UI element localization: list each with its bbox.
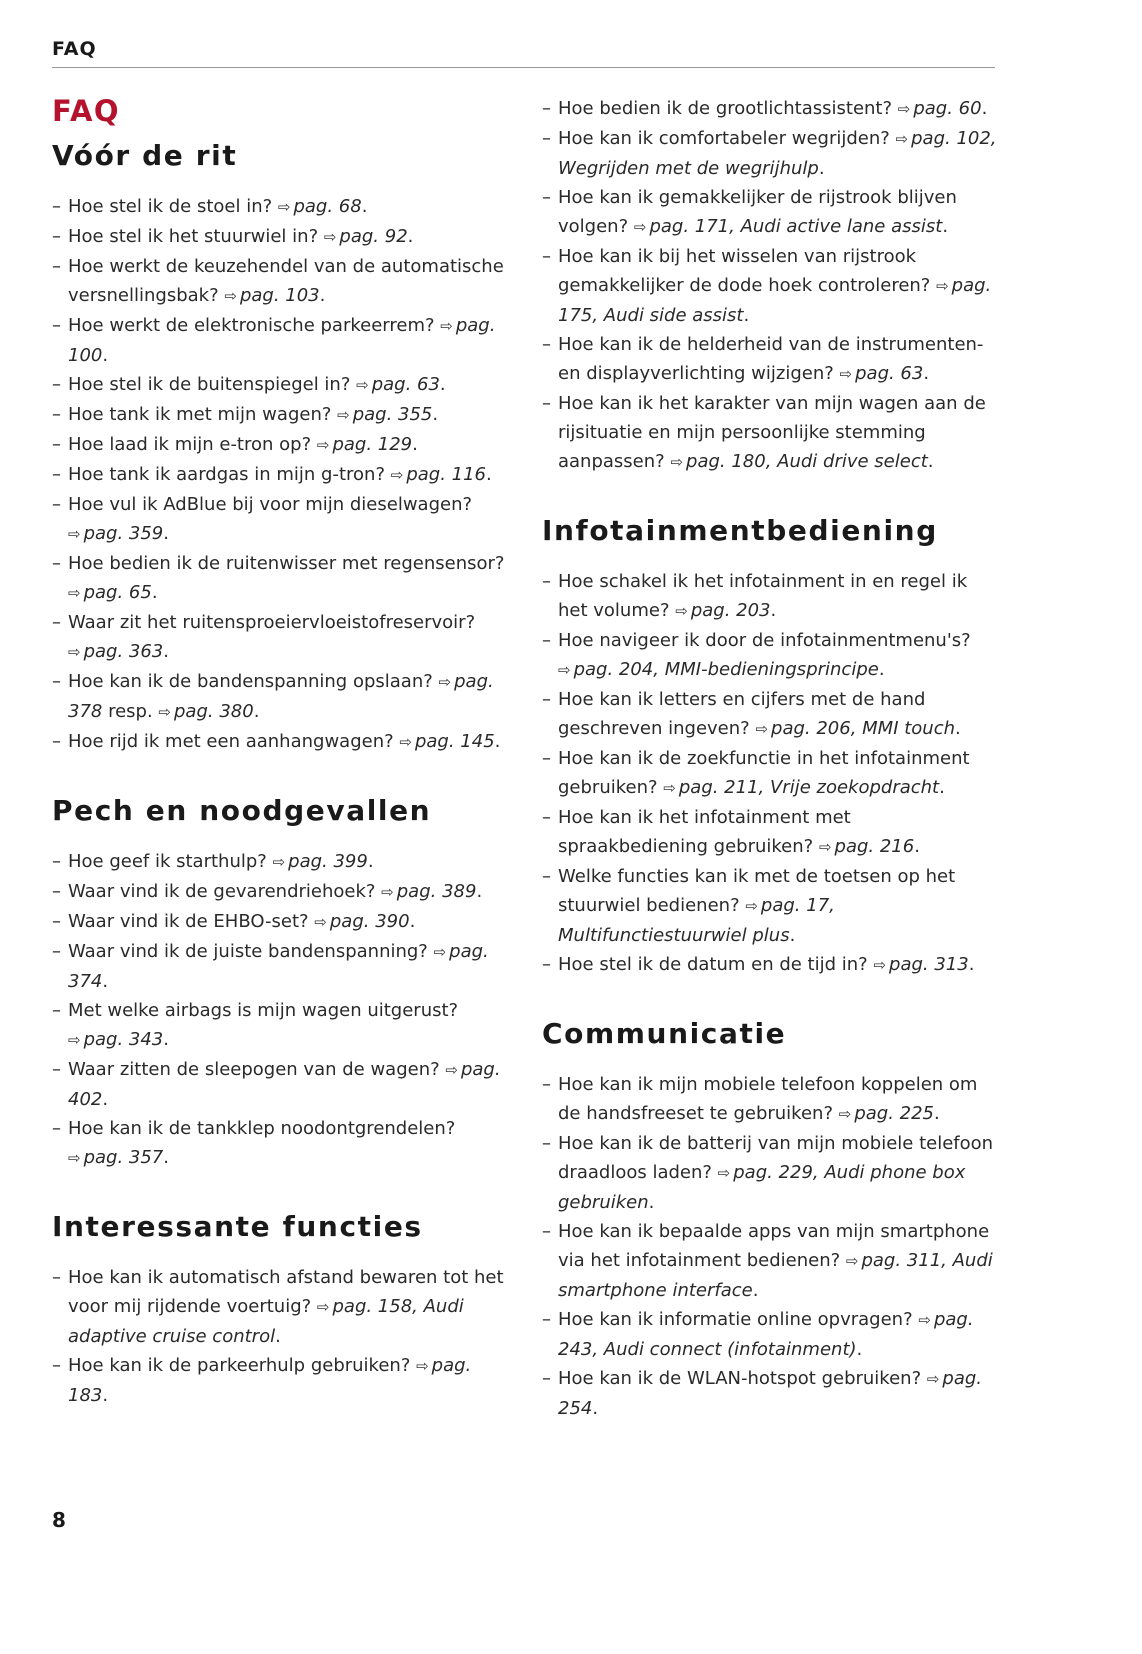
- arrow-right-icon: ⇨: [918, 1311, 931, 1329]
- question-text: .: [102, 345, 109, 366]
- arrow-right-icon: ⇨: [314, 913, 327, 931]
- section-heading: Interessante functies: [52, 1210, 423, 1243]
- faq-item: [542, 1070, 997, 1129]
- faq-item: [52, 430, 507, 460]
- arrow-right-icon: ⇨: [936, 277, 949, 295]
- question-text: Hoe kan ik comfortabeler wegrijden?: [558, 128, 896, 149]
- question-text: .: [927, 451, 934, 472]
- faq-item: [542, 1217, 997, 1305]
- question-text: Waar zit het ruitensproeiervloeistofreservoir?: [68, 612, 476, 633]
- arrow-right-icon: ⇨: [440, 317, 453, 335]
- arrow-right-icon: ⇨: [818, 838, 832, 856]
- question-text: .: [914, 836, 920, 857]
- page-reference-link[interactable]: pag. 216: [834, 836, 915, 857]
- faq-section: [52, 1207, 507, 1410]
- arrow-right-icon: ⇨: [68, 584, 81, 602]
- faq-item: [52, 667, 507, 727]
- question-text: Hoe kan ik het infotainment met spraakbediening gebruiken?: [558, 807, 851, 857]
- page-reference-link[interactable]: pag. 60: [913, 98, 982, 119]
- question-text: .: [275, 1326, 281, 1347]
- question-text: Hoe kan ik automatisch afstand bewaren tot het voor mij rijdende voertuig?: [68, 1267, 504, 1317]
- page-reference-link[interactable]: pag. 378: [68, 671, 494, 722]
- page-reference-link[interactable]: pag. 206, MMI touch: [771, 718, 956, 739]
- page-reference-link[interactable]: pag. 100: [68, 315, 496, 366]
- arrow-right-icon: ⇨: [926, 1370, 940, 1388]
- question-text: Hoe laad ik mijn e-tron op?: [68, 434, 317, 455]
- question-text: .: [439, 374, 446, 395]
- question-text: .: [942, 216, 949, 237]
- arrow-right-icon: ⇨: [277, 198, 291, 216]
- question-text: .: [968, 954, 975, 975]
- question-text: .: [955, 718, 961, 739]
- question-text: .: [592, 1398, 599, 1419]
- question-text: .: [367, 851, 374, 872]
- faq-list: [52, 192, 507, 757]
- page-reference-link[interactable]: pag. 311, Audi smartphone interface: [558, 1250, 993, 1301]
- question-text: .: [789, 925, 796, 946]
- question-text: Hoe kan ik mijn mobiele telefoon koppelen om de handsfreeset te gebruiken?: [558, 1074, 978, 1124]
- question-text: .: [151, 582, 158, 603]
- faq-item: [52, 847, 507, 877]
- faq-item: [52, 1263, 507, 1351]
- page-number: 8: [52, 1508, 66, 1532]
- faq-item: [52, 460, 507, 490]
- faq-item: [542, 626, 997, 685]
- faq-list: [52, 1263, 507, 1410]
- faq-item: [52, 311, 507, 370]
- page-reference-link[interactable]: pag. 68: [293, 196, 362, 217]
- arrow-right-icon: ⇨: [356, 376, 369, 394]
- arrow-right-icon: ⇨: [670, 453, 684, 471]
- faq-item: [542, 183, 997, 242]
- page-reference-link[interactable]: pag. 180, Audi drive select: [686, 451, 928, 472]
- page-reference-link[interactable]: pag. 363: [83, 641, 164, 662]
- page-reference-link[interactable]: pag. 343: [83, 1029, 164, 1050]
- question-text: Hoe kan ik gemakkelijker de rijstrook blijven volgen?: [558, 187, 957, 237]
- page-reference-link[interactable]: pag. 63: [371, 374, 440, 395]
- faq-item: [52, 907, 507, 937]
- question-text: .: [743, 305, 750, 326]
- question-text: Hoe tank ik aardgas in mijn g-tron?: [68, 464, 391, 485]
- arrow-right-icon: ⇨: [445, 1061, 458, 1079]
- question-text: .: [878, 659, 885, 680]
- faq-item: [542, 1364, 997, 1423]
- faq-list: [542, 1070, 997, 1423]
- arrow-right-icon: ⇨: [873, 956, 887, 974]
- page-reference-link[interactable]: pag. 171, Audi active lane assist: [649, 216, 943, 237]
- arrow-right-icon: ⇨: [838, 1105, 852, 1123]
- question-text: Met welke airbags is mijn wagen uitgerust?: [68, 1000, 459, 1021]
- page-reference-link[interactable]: pag. 229, Audi phone box gebruiken: [558, 1162, 966, 1213]
- page-reference-link[interactable]: pag. 17, Multifunctiestuurwiel plus: [558, 895, 835, 946]
- question-text: Hoe kan ik de WLAN-hotspot gebruiken?: [558, 1368, 927, 1389]
- question-text: Hoe werkt de elektronische parkeerrem?: [68, 315, 441, 336]
- faq-item: [52, 937, 507, 996]
- question-text: .: [253, 701, 260, 722]
- page-reference-link[interactable]: pag. 211, Vrije zoekopdracht: [678, 777, 940, 798]
- running-header: FAQ: [52, 38, 97, 60]
- arrow-right-icon: ⇨: [897, 100, 911, 118]
- arrow-right-icon: ⇨: [845, 1252, 859, 1270]
- page-reference-link[interactable]: pag. 225: [854, 1103, 934, 1124]
- page-reference-link[interactable]: pag. 175, Audi side assist: [558, 275, 992, 326]
- question-text: .: [818, 158, 825, 179]
- question-text: .: [407, 226, 414, 247]
- arrow-right-icon: ⇨: [316, 436, 330, 454]
- page-reference-link[interactable]: pag. 313: [889, 954, 969, 975]
- question-text: Hoe navigeer ik door de infotainmentmenu's?: [558, 630, 971, 651]
- question-text: Waar vind ik de juiste bandenspanning?: [68, 941, 434, 962]
- arrow-right-icon: ⇨: [381, 883, 394, 901]
- faq-item: [542, 124, 997, 183]
- arrow-right-icon: ⇨: [68, 1149, 81, 1167]
- page-reference-link[interactable]: pag. 129: [332, 434, 413, 455]
- question-text: .: [163, 641, 169, 662]
- section-heading: Communicatie: [542, 1017, 787, 1050]
- question-text: .: [163, 1029, 169, 1050]
- question-text: Hoe vul ik AdBlue bij voor mijn dieselwagen?: [68, 494, 473, 515]
- faq-item: [52, 370, 507, 400]
- page-reference-link[interactable]: pag. 402: [68, 1059, 501, 1110]
- faq-list: [52, 847, 507, 1173]
- question-text: .: [770, 600, 777, 621]
- question-text: resp.: [102, 701, 159, 722]
- question-text: .: [476, 881, 483, 902]
- page-reference-link[interactable]: pag. 103: [239, 285, 320, 306]
- page-reference-link[interactable]: pag. 399: [288, 851, 368, 872]
- left-column: [52, 92, 507, 1444]
- question-text: .: [981, 98, 988, 119]
- question-text: .: [486, 464, 492, 485]
- question-text: .: [102, 971, 109, 992]
- faq-item: [52, 996, 507, 1055]
- arrow-right-icon: ⇨: [390, 466, 404, 484]
- question-text: Hoe werkt de keuzehendel van de automatische versnellingsbak?: [68, 256, 504, 306]
- arrow-right-icon: ⇨: [416, 1357, 429, 1375]
- section-heading: Pech en noodgevallen: [52, 794, 432, 827]
- faq-item: [52, 1351, 507, 1410]
- page-reference-link[interactable]: pag. 63: [855, 363, 924, 384]
- page-reference-link[interactable]: pag. 359: [83, 523, 164, 544]
- faq-section: [542, 511, 997, 980]
- arrow-right-icon: ⇨: [224, 287, 237, 305]
- question-text: .: [102, 1385, 109, 1406]
- question-text: .: [163, 1147, 169, 1168]
- question-text: Hoe tank ik met mijn wagen?: [68, 404, 338, 425]
- question-text: Waar vind ik de gevarendriehoek?: [68, 881, 382, 902]
- page-reference-link[interactable]: pag. 355: [352, 404, 433, 425]
- faq-section: [52, 136, 507, 757]
- page-reference-link[interactable]: pag. 116: [406, 464, 486, 485]
- faq-item: [52, 727, 507, 757]
- question-text: Hoe kan ik de helderheid van de instrumenten- en displayverlichting wijzigen?: [558, 334, 984, 384]
- faq-list: [542, 567, 997, 980]
- arrow-right-icon: ⇨: [337, 406, 350, 424]
- question-text: Hoe stel ik de datum en de tijd in?: [558, 954, 874, 975]
- faq-item: [52, 549, 507, 608]
- page-reference-link[interactable]: pag. 254: [558, 1368, 983, 1419]
- question-text: Hoe kan ik de tankklep noodontgrendelen?: [68, 1118, 456, 1139]
- question-text: .: [752, 1280, 759, 1301]
- question-text: Waar vind ik de EHBO-set?: [68, 911, 315, 932]
- faq-item: [542, 803, 997, 862]
- arrow-right-icon: ⇨: [558, 661, 571, 679]
- arrow-right-icon: ⇨: [745, 897, 758, 915]
- page-reference-link[interactable]: pag. 158, Audi adaptive cruise control: [68, 1296, 464, 1347]
- arrow-right-icon: ⇨: [399, 733, 412, 751]
- question-text: Hoe schakel ik het infotainment in en regel ik het volume?: [558, 571, 968, 621]
- question-text: Hoe kan ik letters en cijfers met de hand geschreven ingeven?: [558, 689, 926, 739]
- page-reference-link[interactable]: pag. 203: [690, 600, 771, 621]
- faq-section: [52, 791, 507, 1173]
- question-text: .: [319, 285, 326, 306]
- question-text: Hoe kan ik de batterij van mijn mobiele telefoon draadloos laden?: [558, 1133, 994, 1183]
- page-reference-link[interactable]: pag. 374: [68, 941, 489, 992]
- question-text: .: [412, 434, 418, 455]
- question-text: Hoe bedien ik de ruitenwisser met regensensor?: [68, 553, 505, 574]
- faq-list: [542, 94, 997, 477]
- page-reference-link[interactable]: pag. 389: [396, 881, 477, 902]
- faq-item: [542, 950, 997, 980]
- question-text: Hoe geef ik starthulp?: [68, 851, 273, 872]
- faq-item: [542, 94, 997, 124]
- faq-item: [542, 1129, 997, 1217]
- page-reference-link[interactable]: pag. 183: [68, 1355, 472, 1406]
- faq-item: [52, 400, 507, 430]
- question-text: Welke functies kan ik met de toetsen op het stuurwiel bedienen?: [558, 866, 956, 916]
- faq-item: [52, 608, 507, 667]
- faq-section: [542, 94, 997, 477]
- arrow-right-icon: ⇨: [68, 525, 81, 543]
- arrow-right-icon: ⇨: [316, 1298, 330, 1316]
- question-text: Hoe stel ik het stuurwiel in?: [68, 226, 324, 247]
- question-text: Hoe kan ik bij het wisselen van rijstrook gemakkelijker de dode hoek controleren?: [558, 246, 937, 296]
- question-text: .: [102, 1089, 109, 1110]
- question-text: Hoe kan ik de bandenspanning opslaan?: [68, 671, 439, 692]
- faq-item: [52, 490, 507, 549]
- question-text: .: [934, 1103, 940, 1124]
- page-reference-link[interactable]: pag. 92: [339, 226, 408, 247]
- header-divider: [52, 67, 995, 68]
- question-text: Waar zitten de sleepogen van de wagen?: [68, 1059, 446, 1080]
- question-text: .: [648, 1192, 655, 1213]
- page-reference-link[interactable]: pag. 65: [83, 582, 152, 603]
- page-reference-link[interactable]: pag. 243, Audi connect (infotainment): [558, 1309, 974, 1360]
- faq-item: [542, 389, 997, 477]
- page-reference-link[interactable]: pag. 357: [83, 1147, 164, 1168]
- arrow-right-icon: ⇨: [272, 853, 286, 871]
- question-text: .: [939, 777, 945, 798]
- question-text: .: [856, 1339, 863, 1360]
- question-text: .: [432, 404, 439, 425]
- question-text: Hoe bedien ik de grootlichtassistent?: [558, 98, 898, 119]
- arrow-right-icon: ⇨: [633, 218, 647, 236]
- question-text: Hoe kan ik bepaalde apps van mijn smartphone via het infotainment bedienen?: [558, 1221, 990, 1271]
- question-text: Hoe kan ik de parkeerhulp gebruiken?: [68, 1355, 417, 1376]
- page-reference-link[interactable]: pag. 390: [329, 911, 410, 932]
- arrow-right-icon: ⇨: [717, 1164, 731, 1182]
- question-text: .: [409, 911, 416, 932]
- faq-item: [542, 242, 997, 330]
- faq-item: [542, 744, 997, 803]
- question-text: Hoe rijd ik met een aanhangwagen?: [68, 731, 400, 752]
- section-heading: Infotainmentbediening: [542, 514, 938, 547]
- question-text: Hoe stel ik de buitenspiegel in?: [68, 374, 357, 395]
- arrow-right-icon: ⇨: [755, 720, 769, 738]
- faq-item: [542, 685, 997, 744]
- question-text: Hoe stel ik de stoel in?: [68, 196, 278, 217]
- arrow-right-icon: ⇨: [675, 602, 688, 620]
- arrow-right-icon: ⇨: [839, 365, 853, 383]
- page-reference-link[interactable]: pag. 380: [174, 701, 254, 722]
- question-text: .: [923, 363, 930, 384]
- faq-item: [52, 222, 507, 252]
- section-heading: Vóór de rit: [52, 139, 238, 172]
- question-text: Hoe kan ik de zoekfunctie in het infotainment gebruiken?: [558, 748, 970, 798]
- arrow-right-icon: ⇨: [323, 228, 337, 246]
- right-column: [542, 94, 997, 1457]
- faq-item: [52, 252, 507, 311]
- faq-item: [52, 1055, 507, 1114]
- page-reference-link[interactable]: pag. 145: [414, 731, 495, 752]
- faq-item: [542, 1305, 997, 1364]
- arrow-right-icon: ⇨: [433, 943, 447, 961]
- question-text: .: [494, 731, 501, 752]
- page-reference-link[interactable]: pag. 102, Wegrijden met de wegrijhulp: [558, 128, 997, 179]
- faq-item: [542, 567, 997, 626]
- arrow-right-icon: ⇨: [68, 1031, 81, 1049]
- question-text: Hoe kan ik informatie online opvragen?: [558, 1309, 919, 1330]
- question-text: .: [361, 196, 368, 217]
- arrow-right-icon: ⇨: [895, 130, 909, 148]
- arrow-right-icon: ⇨: [158, 703, 171, 721]
- faq-item: [52, 877, 507, 907]
- page-title: FAQ: [52, 94, 121, 128]
- arrow-right-icon: ⇨: [68, 643, 81, 661]
- arrow-right-icon: ⇨: [438, 673, 452, 691]
- faq-item: [542, 862, 997, 950]
- page-reference-link[interactable]: pag. 204, MMI-bedieningsprincipe: [573, 659, 879, 680]
- faq-item: [542, 330, 997, 389]
- faq-section: [542, 1014, 997, 1423]
- question-text: .: [163, 523, 169, 544]
- faq-item: [52, 1114, 507, 1173]
- arrow-right-icon: ⇨: [663, 779, 676, 797]
- question-text: Hoe kan ik het karakter van mijn wagen aan de rijsituatie en mijn persoonlijke stemming aanpassen?: [558, 393, 986, 472]
- faq-item: [52, 192, 507, 222]
